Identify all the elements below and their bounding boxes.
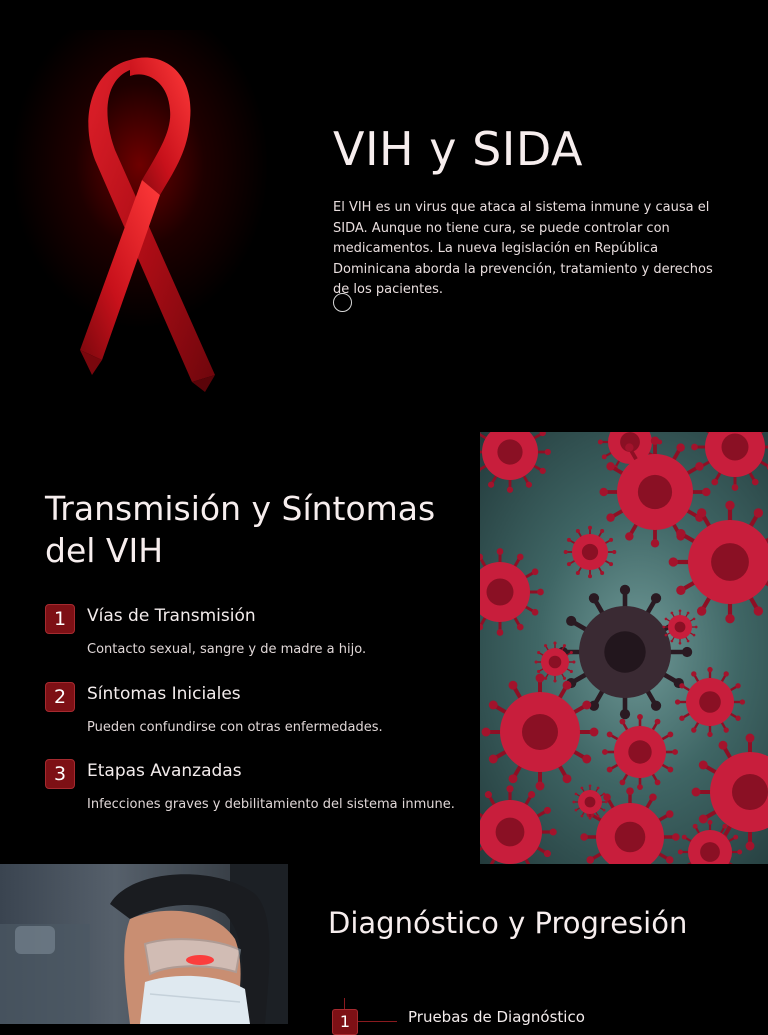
section-title-transmission: Transmisión y Síntomas del VIH xyxy=(45,488,445,572)
lab-technician-photo xyxy=(0,864,288,1024)
number-badge: 3 xyxy=(45,759,75,789)
item-description: Contacto sexual, sangre y de madre a hijo. xyxy=(87,642,366,657)
item-title: Pruebas de Diagnóstico xyxy=(408,1008,585,1026)
item-title: Etapas Avanzadas xyxy=(87,761,242,781)
item-description: Pueden confundirse con otras enfermedades. xyxy=(87,720,383,735)
timeline-connector xyxy=(357,1021,397,1022)
virus-particle xyxy=(602,714,678,790)
virus-particle xyxy=(675,667,745,737)
number-badge: 1 xyxy=(332,1009,358,1035)
item-title: Síntomas Iniciales xyxy=(87,684,241,704)
transmission-section xyxy=(0,432,768,864)
virus-particle xyxy=(564,526,617,579)
cursor-indicator xyxy=(333,293,352,312)
diagnosis-section xyxy=(0,864,768,1024)
virus-particle xyxy=(480,548,544,636)
virus-particle xyxy=(480,432,551,493)
page-title: VIH y SIDA xyxy=(333,122,583,176)
item-description: Infecciones graves y debilitamiento del sistema inmune. xyxy=(87,797,455,812)
virus-particle xyxy=(480,785,557,864)
item-title: Vías de Transmisión xyxy=(87,606,256,626)
section-title-diagnosis: Diagnóstico y Progresión xyxy=(328,906,687,940)
number-badge: 1 xyxy=(45,604,75,634)
virus-particle xyxy=(669,501,768,624)
virus-particle xyxy=(572,784,607,819)
virus-illustration xyxy=(480,432,768,864)
number-badge: 2 xyxy=(45,682,75,712)
intro-section xyxy=(0,0,768,432)
intro-paragraph: El VIH es un virus que ataca al sistema inmune y causa el SIDA. Aunque no tiene cura, se puede controlar con medicamentos. La nueva legislación en República Dominicana aborda la prevención, tratamiento y derechos de los pacientes. xyxy=(333,198,728,301)
virus-particle xyxy=(558,585,692,719)
red-ribbon-icon xyxy=(10,30,290,410)
virus-particle xyxy=(482,674,599,791)
virus-particle xyxy=(691,432,768,491)
